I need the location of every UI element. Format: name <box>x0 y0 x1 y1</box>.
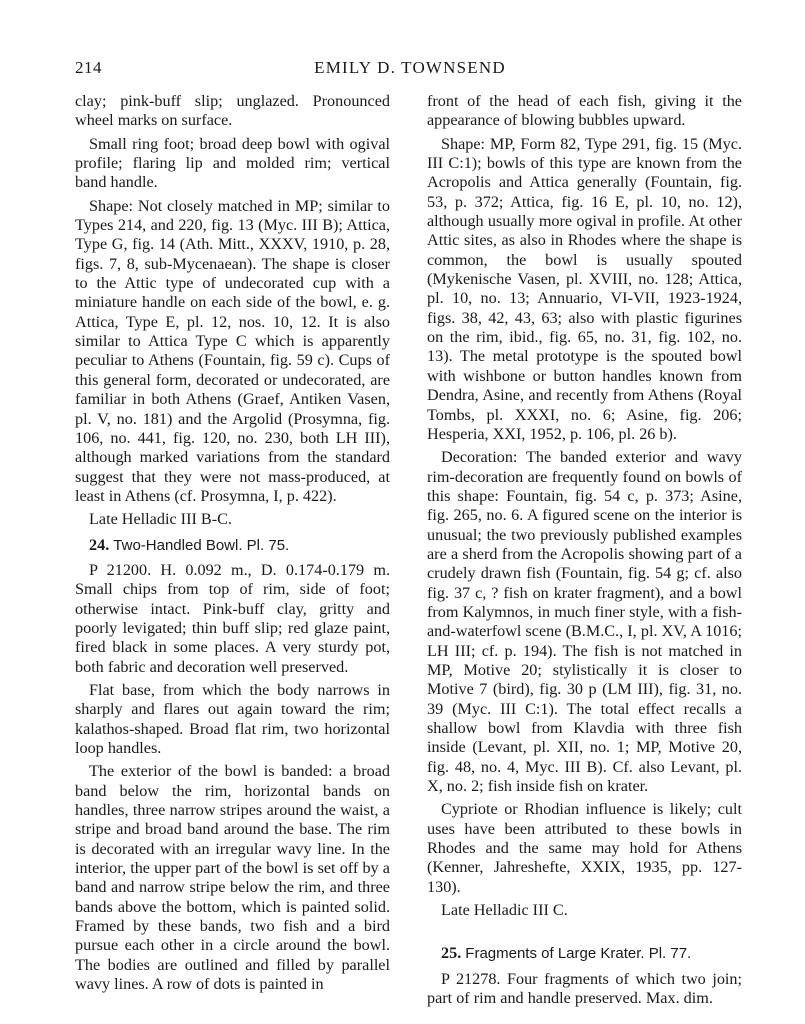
paragraph: Cypriote or Rhodian influence is likely; cult uses have been attributed to these bowls in Rhodes and the same may hold for Athens (Kenner, Jahreshefte, XXIX, 1935, pp. 127-130). <box>427 800 742 896</box>
paragraph: Decoration: The banded exterior and wavy rim-decoration are frequently found on bowls of this shape: Fountain, fig. 54 c, p. 373; Asine, fig. 265, no. 6. A figured scene on the interior is unusual; the two previously published examples are a sherd from the Acropolis showing part of a crudely drawn fish (Fountain, fig. 54 g; cf. also fig. 37 c, ? fish on krater fragment), and a bowl from Kalymnos, in much finer style, with a fish-and-waterfowl scene (B.M.C., I, pl. XV, A 1016; LH III; cf. p. 194). The fish is not matched in MP, Motive 20; stylistically it is closer to Motive 7 (bird), fig. 30 p (LM III), fig. 31, no. 39 (Myc. III C:1). The total effect recalls a shallow bowl from Klavdia with three fish inside (Levant, pl. XII, no. 1; MP, Motive 20, fig. 48, no. 4, Myc. III B). Cf. also Levant, pl. X, no. 2; fish inside fish on krater. <box>427 448 742 796</box>
paragraph: Small ring foot; broad deep bowl with ogival profile; flaring lip and molded rim; vertical band handle. <box>75 134 390 192</box>
entry-title: Two-Handled Bowl. Pl. 75. <box>113 536 290 554</box>
paragraph: Shape: Not closely matched in MP; similar to Types 214, and 220, fig. 13 (Myc. III B); Attica, Type G, fig. 14 (Ath. Mitt., XXXV, 1910, p. 28, figs. 7, 8, sub-Mycenaean). The shape is closer to the Attic type of undecorated cup with a miniature handle on each side of the bowl, e. g. Attica, Type E, pl. 12, nos. 10, 12. It is also similar to Attica Type C which is apparently peculiar to Athens (Fountain, fig. 59 c). Cups of this general form, decorated or undecorated, are familiar in both Athens (Graef, Antiken Vasen, pl. V, no. 181) and the Argolid (Prosymna, fig. 106, no. 441, fig. 120, no. 230, both LH III), although marked variations from the standard suggest that they were not mass-produced, at least in Athens (cf. Prosymna, I, p. 422). <box>75 196 390 505</box>
period-note: Late Helladic III C. <box>441 901 568 920</box>
paragraph: Flat base, from which the body narrows in sharply and flares out again toward the rim; kalathos-shaped. Broad flat rim, two horizontal loop handles. <box>75 680 390 757</box>
entry-heading-24 <box>75 536 390 555</box>
page-header <box>75 58 745 82</box>
period-note: Late Helladic III B-C. <box>89 510 232 529</box>
page-number: 214 <box>75 58 102 77</box>
paragraph: P 21278. Four fragments of which two join; part of rim and handle preserved. Max. dim. <box>427 969 742 1008</box>
paragraph: front of the head of each fish, giving it the appearance of blowing bubbles upward. <box>427 92 742 130</box>
left-column <box>75 92 390 998</box>
paragraph: clay; pink-buff slip; unglazed. Pronounced wheel marks on surface. <box>75 92 390 130</box>
right-column <box>427 92 742 1012</box>
section-gap <box>427 924 742 938</box>
entry-number: 25. <box>441 944 462 963</box>
entry-title: Fragments of Large Krater. Pl. 77. <box>465 945 692 963</box>
paragraph: The exterior of the bowl is banded: a broad band below the rim, horizontal bands on handles, three narrow stripes around the waist, a stripe and broad band around the base. The rim is decorated with an irregular wavy line. In the interior, the upper part of the bowl is set off by a band and narrow stripe below the rim, and three bands above the bottom, which is painted solid. Framed by these bands, two fish and a bird pursue each other in a circle around the bowl. The bodies are outlined and filled by parallel wavy lines. A row of dots is painted in <box>75 762 390 994</box>
paragraph: P 21200. H. 0.092 m., D. 0.174-0.179 m. Small chips from top of rim, side of foot; otherwise intact. Pink-buff clay, gritty and poorly levigated; thin buff slip; red glaze paint, fired black in some places. A very sturdy pot, both fabric and decoration well preserved. <box>75 560 390 676</box>
entry-heading-25 <box>427 944 742 963</box>
entry-number: 24. <box>89 535 110 554</box>
running-head: EMILY D. TOWNSEND <box>314 58 506 77</box>
paragraph: Shape: MP, Form 82, Type 291, fig. 15 (Myc. III C:1); bowls of this type are known from the Acropolis and Attica generally (Fountain, fig. 53, p. 372; Attica, fig. 16 E, pl. 10, no. 12), although usually more ogival in profile. At other Attic sites, as also in Rhodes where the shape is common, the bowl is usually spouted (Mykenische Vasen, pl. XVIII, no. 128; Attica, pl. 10, no. 13; Annuario, VI-VII, 1923-1924, figs. 38, 42, 43, 63; also with plastic figurines on the rim, ibid., fig. 65, no. 31, fig. 102, no. 13). The metal prototype is the spouted bowl with wishbone or button handles known from Dendra, Asine, and recently from Athens (Royal Tombs, pl. XXXI, no. 6; Asine, fig. 206; Hesperia, XXI, 1952, p. 106, pl. 26 b). <box>427 134 742 443</box>
